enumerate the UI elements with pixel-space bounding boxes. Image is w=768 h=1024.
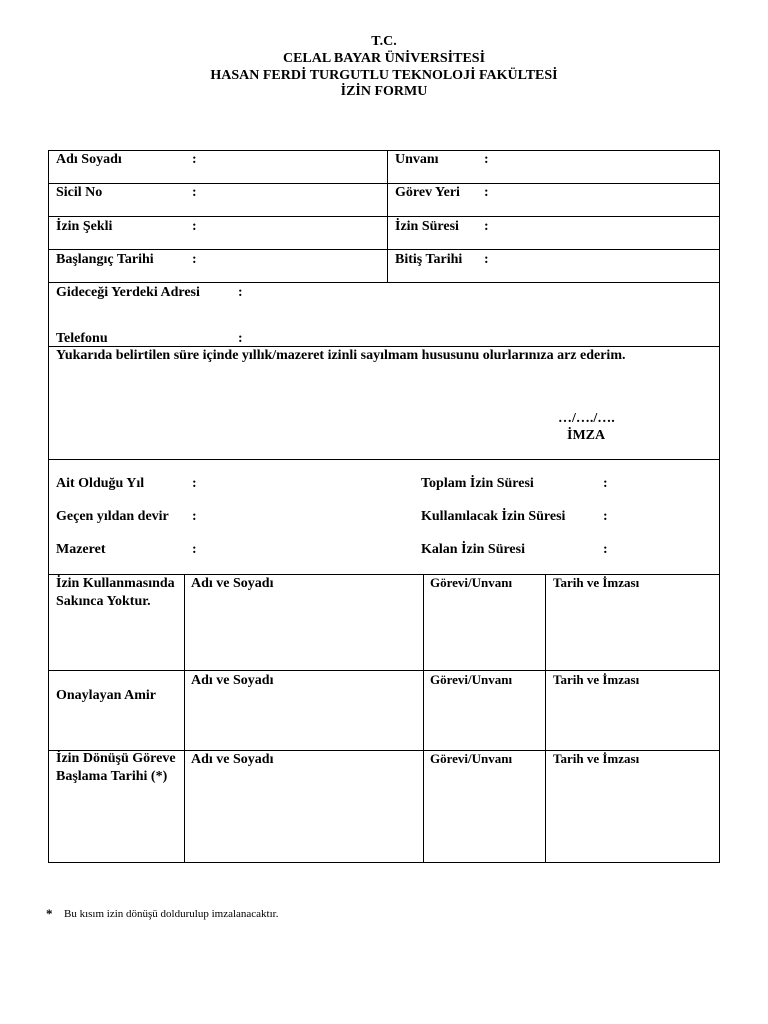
label-kalan-izin-suresi: Kalan İzin Süresi: [421, 542, 525, 557]
colon: :: [192, 509, 197, 524]
table-divider: [48, 216, 720, 217]
table-border: [48, 150, 49, 863]
label-gecen-yildan-devir: Geçen yıldan devir: [56, 509, 169, 524]
label-tarih-ve-imzasi: Tarih ve İmzası: [553, 575, 640, 590]
table-border: [719, 150, 720, 863]
label-izin-sekli: İzin Şekli: [56, 219, 113, 234]
label-kullanilacak-izin-suresi: Kullanılacak İzin Süresi: [421, 509, 566, 524]
header-university: CELAL BAYAR ÜNİVERSİTESİ: [282, 51, 486, 66]
table-divider: [48, 459, 720, 460]
label-gorevi-unvani: Görevi/Unvanı: [430, 751, 513, 766]
colon: :: [192, 152, 197, 167]
colon: :: [192, 185, 197, 200]
label-tarih-ve-imzasi: Tarih ve İmzası: [553, 751, 640, 766]
form-title: İZİN FORMU: [340, 84, 428, 99]
label-gorevi-unvani: Görevi/Unvanı: [430, 575, 513, 590]
colon: :: [484, 252, 489, 267]
colon: :: [238, 285, 243, 300]
label-adi-soyadi: Adı Soyadı: [56, 152, 122, 167]
table-border: [48, 150, 720, 151]
colon: :: [484, 185, 489, 200]
signature-label: İMZA: [567, 428, 606, 443]
header-line-tc: T.C.: [371, 34, 397, 49]
colon: :: [192, 219, 197, 234]
colon: :: [484, 152, 489, 167]
table-divider: [48, 249, 720, 250]
header-faculty: HASAN FERDİ TURGUTLU TEKNOLOJİ FAKÜLTESİ: [210, 68, 558, 83]
request-statement: Yukarıda belirtilen süre içinde yıllık/mazeret izinli sayılmam hususunu olurlarınıza arz ederim.: [56, 348, 626, 363]
label-toplam-izin-suresi: Toplam İzin Süresi: [421, 476, 534, 491]
label-adi-ve-soyadi: Adı ve Soyadı: [191, 673, 274, 688]
footnote-mark: *: [46, 906, 53, 921]
label-tarih-ve-imzasi: Tarih ve İmzası: [553, 672, 640, 687]
colon: :: [238, 331, 243, 346]
colon: :: [603, 509, 608, 524]
label-unvani: Unvanı: [395, 152, 439, 167]
table-divider: [48, 282, 720, 283]
footnote-text: Bu kısım izin dönüşü doldurulup imzalanacaktır.: [64, 908, 279, 920]
label-sicil-no: Sicil No: [56, 185, 103, 200]
colon: :: [192, 476, 197, 491]
table-divider: [545, 574, 546, 863]
label-mazeret: Mazeret: [56, 542, 106, 557]
label-adi-ve-soyadi: Adı ve Soyadı: [191, 576, 274, 591]
label-adi-ve-soyadi: Adı ve Soyadı: [191, 752, 274, 767]
colon: :: [484, 219, 489, 234]
table-border: [48, 862, 720, 863]
colon: :: [192, 542, 197, 557]
signature-date: …/…./….: [558, 411, 615, 426]
label-ait-oldugu-yil: Ait Olduğu Yıl: [56, 476, 145, 491]
colon: :: [603, 542, 608, 557]
label-bitis-tarihi: Bitiş Tarihi: [395, 252, 463, 267]
label-gorev-yeri: Görev Yeri: [395, 185, 460, 200]
label-onaylayan-amir: Onaylayan Amir: [56, 688, 156, 703]
label-gidecegi-adres: Gideceği Yerdeki Adresi: [56, 285, 200, 300]
label-izin-kullanmasinda: İzin Kullanmasında Sakınca Yoktur.: [56, 576, 175, 609]
table-divider: [423, 574, 424, 863]
label-izin-suresi: İzin Süresi: [395, 219, 459, 234]
table-divider: [387, 150, 388, 283]
table-divider: [48, 183, 720, 184]
label-baslangic-tarihi: Başlangıç Tarihi: [56, 252, 154, 267]
label-izin-donusu: İzin Dönüşü Göreve Başlama Tarihi (*): [56, 751, 176, 784]
table-divider: [184, 574, 185, 863]
colon: :: [192, 252, 197, 267]
label-telefonu: Telefonu: [56, 331, 108, 346]
colon: :: [603, 476, 608, 491]
label-gorevi-unvani: Görevi/Unvanı: [430, 672, 513, 687]
